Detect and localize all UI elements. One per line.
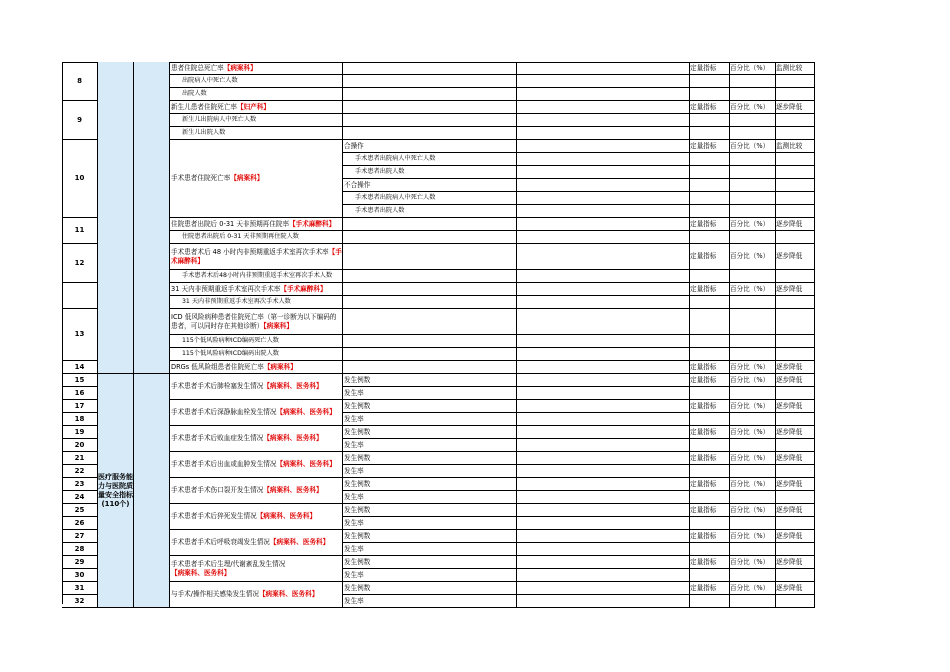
blank-cell[interactable] [776, 270, 815, 283]
blank-cell[interactable] [343, 62, 517, 75]
blank-cell[interactable] [517, 283, 690, 296]
blank-cell[interactable] [517, 595, 690, 608]
indicator-name[interactable] [170, 582, 343, 608]
metric-count-label: 发生例数 [343, 478, 517, 491]
dept-tag: 【手术麻醉科】 [171, 247, 342, 265]
blank-cell[interactable] [776, 127, 815, 140]
indicator-unit[interactable]: 百分比（%） [730, 582, 776, 595]
blank-cell[interactable] [690, 88, 730, 101]
blank-cell[interactable] [343, 231, 517, 244]
blank-cell[interactable] [517, 88, 690, 101]
sub-metric: 新生儿出院人数 [170, 127, 343, 140]
indicator-title: 与手术/操作相关感染发生情况 [171, 590, 259, 599]
blank-cell[interactable] [776, 114, 815, 127]
indicator-type[interactable]: 定量指标 [690, 62, 730, 75]
blank-cell[interactable] [690, 335, 730, 348]
blank-cell[interactable] [517, 452, 690, 465]
indicator-direction[interactable]: 逐步降低 [776, 452, 815, 465]
row-number: 22 [62, 465, 98, 478]
blank-cell[interactable] [690, 595, 730, 608]
sub-metric: 115个低风险病种ICD编码死亡人数 [170, 335, 343, 348]
blank-cell[interactable] [690, 413, 730, 426]
dept-tag: 【病案科、医务科】 [269, 538, 330, 547]
blank-cell[interactable] [776, 569, 815, 582]
indicator-direction[interactable] [776, 309, 815, 335]
sub-metric: 115个低风险病种ICD编码出院人数 [170, 348, 343, 361]
blank-cell[interactable] [690, 192, 730, 205]
indicator-direction[interactable]: 逐步降低 [776, 374, 815, 387]
blank-cell[interactable] [690, 296, 730, 309]
row-number: 29 [62, 556, 98, 569]
indicator-title: 手术患者手术后生理/代谢紊乱发生情况 [171, 559, 286, 568]
indicator-name[interactable] [170, 244, 343, 270]
indicator-direction[interactable]: 逐步降低 [776, 426, 815, 439]
blank-cell[interactable] [730, 179, 776, 192]
blank-cell[interactable] [517, 218, 690, 231]
blank-cell[interactable] [730, 335, 776, 348]
indicator-unit[interactable]: 百分比（%） [730, 101, 776, 114]
blank-cell[interactable] [517, 491, 690, 504]
blank-cell[interactable] [730, 114, 776, 127]
row-number: 14 [62, 361, 98, 374]
blank-cell[interactable] [517, 517, 690, 530]
blank-cell[interactable] [776, 192, 815, 205]
blank-cell[interactable] [776, 166, 815, 179]
indicator-type[interactable]: 定量指标 [690, 452, 730, 465]
blank-cell[interactable] [517, 569, 690, 582]
indicator-name[interactable] [170, 101, 343, 114]
dept-tag: 【病案科】 [263, 362, 297, 371]
blank-cell[interactable] [690, 270, 730, 283]
blank-cell[interactable] [730, 127, 776, 140]
indicator-title: 手术患者手术后肺栓塞发生情况 [171, 382, 264, 391]
blank-cell[interactable] [517, 166, 690, 179]
indicator-direction[interactable]: 逐步降低 [776, 504, 815, 517]
blank-cell[interactable] [517, 504, 690, 517]
blank-cell[interactable] [690, 543, 730, 556]
blank-cell[interactable] [730, 491, 776, 504]
row-number: 17 [62, 400, 98, 413]
blank-cell[interactable] [690, 75, 730, 88]
blank-cell[interactable] [517, 413, 690, 426]
blank-cell[interactable] [776, 543, 815, 556]
dept-tag: 【病案科、医务科】 [171, 568, 231, 577]
blank-cell[interactable] [690, 517, 730, 530]
indicator-title: 新生儿患者住院死亡率 [171, 102, 237, 111]
blank-cell[interactable] [730, 348, 776, 361]
indicator-title: 手术患者住院死亡率 [171, 174, 231, 183]
blank-cell[interactable] [343, 270, 517, 283]
blank-cell[interactable] [690, 387, 730, 400]
metric-count-label: 发生例数 [343, 556, 517, 569]
blank-cell[interactable] [776, 465, 815, 478]
indicator-type[interactable]: 定量指标 [690, 101, 730, 114]
blank-cell[interactable] [730, 192, 776, 205]
operation-group: 不合操作 [343, 179, 517, 192]
indicator-name[interactable] [170, 452, 343, 478]
blank-cell[interactable] [776, 348, 815, 361]
indicator-type[interactable]: 定量指标 [690, 283, 730, 296]
blank-cell[interactable] [690, 166, 730, 179]
operation-group: 合操作 [343, 140, 517, 153]
metric-rate-label: 发生率 [343, 413, 517, 426]
blank-cell[interactable] [730, 517, 776, 530]
row-number: 26 [62, 517, 98, 530]
indicator-name[interactable] [170, 556, 343, 582]
indicator-title: 手术患者术后 48 小时内非预期重返手术室再次手术率 [171, 247, 329, 256]
indicator-title: ICD 低风险病种患者住院死亡率（第一诊断为以下编码的患者，可以同时存在其他诊断） [171, 312, 337, 330]
blank-cell[interactable] [690, 439, 730, 452]
metric-rate-label: 发生率 [343, 465, 517, 478]
indicator-direction[interactable]: 逐步降低 [776, 361, 815, 374]
metric-rate-label: 发生率 [343, 543, 517, 556]
sub-metric: 出院病人中死亡人数 [170, 75, 343, 88]
sub-metric: 手术患者出院病人中死亡人数 [343, 153, 517, 166]
blank-cell[interactable] [730, 569, 776, 582]
blank-cell[interactable] [690, 231, 730, 244]
blank-cell[interactable] [776, 491, 815, 504]
indicator-unit[interactable]: 百分比（%） [730, 140, 776, 153]
sub-metric: 住院患者出院后 0-31 天非预期再住院人数 [170, 231, 343, 244]
metric-rate-label: 发生率 [343, 439, 517, 452]
blank-cell[interactable] [517, 374, 690, 387]
indicator-unit[interactable]: 百分比（%） [730, 400, 776, 413]
dept-tag: 【病案科、医务科】 [276, 408, 336, 417]
sub-metric: 手术患者术后48小时内非预期重返手术室再次手术人数 [170, 270, 343, 283]
indicator-title: 手术患者手术后败血症发生情况 [171, 434, 264, 443]
indicator-unit[interactable]: 百分比（%） [730, 504, 776, 517]
dept-tag: 【病案科、医务科】 [263, 382, 323, 391]
blank-cell[interactable] [776, 296, 815, 309]
blank-cell[interactable] [517, 270, 690, 283]
blank-cell[interactable] [690, 179, 730, 192]
dept-tag: 【病案科、医务科】 [263, 486, 323, 495]
blank-cell[interactable] [730, 75, 776, 88]
indicator-type[interactable]: 定量指标 [690, 530, 730, 543]
indicator-type[interactable]: 定量指标 [690, 556, 730, 569]
blank-cell[interactable] [517, 140, 690, 153]
blank-cell[interactable] [343, 361, 517, 374]
blank-cell[interactable] [730, 296, 776, 309]
indicator-type[interactable]: 定量指标 [690, 244, 730, 270]
blank-cell[interactable] [517, 543, 690, 556]
indicator-direction[interactable]: 逐步降低 [776, 582, 815, 595]
blank-cell[interactable] [730, 166, 776, 179]
blank-cell[interactable] [343, 114, 517, 127]
blank-cell[interactable] [517, 478, 690, 491]
indicator-unit[interactable]: 百分比（%） [730, 361, 776, 374]
blank-cell[interactable] [690, 569, 730, 582]
indicator-type[interactable]: 定量指标 [690, 478, 730, 491]
row-number: 19 [62, 426, 98, 439]
metric-rate-label: 发生率 [343, 569, 517, 582]
blank-cell[interactable] [730, 153, 776, 166]
blank-cell[interactable] [690, 491, 730, 504]
indicator-title: 手术患者手术后深静脉血栓发生情况 [171, 408, 277, 417]
indicator-unit[interactable] [730, 309, 776, 335]
indicator-direction[interactable]: 逐步降低 [776, 530, 815, 543]
dept-tag: 【病案科】 [263, 321, 293, 330]
indicator-title: 住院患者出院后 0-31 天非预期再住院率 [171, 219, 290, 228]
blank-cell[interactable] [343, 127, 517, 140]
row-number: 31 [62, 582, 98, 595]
row-number: 27 [62, 530, 98, 543]
indicator-name[interactable] [170, 426, 343, 452]
metric-count-label: 发生例数 [343, 400, 517, 413]
blank-cell[interactable] [776, 413, 815, 426]
indicator-name[interactable] [170, 478, 343, 504]
indicator-title: 手术患者手术伤口裂开发生情况 [171, 486, 264, 495]
blank-cell[interactable] [776, 595, 815, 608]
indicator-direction[interactable]: 监测比较 [776, 140, 815, 153]
subcategory-column [134, 62, 170, 374]
indicator-direction[interactable]: 监测比较 [776, 62, 815, 75]
row-number: 10 [62, 140, 98, 218]
metric-count-label: 发生例数 [343, 374, 517, 387]
indicator-name[interactable] [170, 283, 343, 296]
indicator-name[interactable] [170, 374, 343, 400]
blank-cell[interactable] [343, 283, 517, 296]
dept-tag: 【病案科】 [223, 63, 257, 72]
sub-metric: 31 天内非预期重返手术室再次手术人数 [170, 296, 343, 309]
blank-cell[interactable] [517, 231, 690, 244]
row-number: 13 [62, 309, 98, 361]
blank-cell[interactable] [730, 465, 776, 478]
blank-cell[interactable] [730, 231, 776, 244]
indicator-unit[interactable]: 百分比（%） [730, 530, 776, 543]
blank-cell[interactable] [690, 465, 730, 478]
blank-cell[interactable] [776, 335, 815, 348]
dept-tag: 【病案科、医务科】 [276, 460, 336, 469]
blank-cell[interactable] [517, 530, 690, 543]
blank-cell[interactable] [517, 75, 690, 88]
blank-cell[interactable] [343, 88, 517, 101]
blank-cell[interactable] [517, 62, 690, 75]
row-number: 30 [62, 569, 98, 582]
row-number: 12 [62, 244, 98, 283]
indicator-type[interactable]: 定量指标 [690, 374, 730, 387]
metric-count-label: 发生例数 [343, 426, 517, 439]
indicator-unit[interactable]: 百分比（%） [730, 478, 776, 491]
blank-cell[interactable] [776, 153, 815, 166]
metric-rate-label: 发生率 [343, 387, 517, 400]
indicator-title: 手术患者手术后出血或血肿发生情况 [171, 460, 277, 469]
indicator-unit[interactable]: 百分比（%） [730, 374, 776, 387]
blank-cell[interactable] [517, 361, 690, 374]
blank-cell[interactable] [517, 205, 690, 218]
blank-cell[interactable] [517, 426, 690, 439]
blank-cell[interactable] [776, 439, 815, 452]
sub-metric: 手术患者出院病人中死亡人数 [343, 192, 517, 205]
blank-cell[interactable] [343, 309, 517, 335]
indicator-name[interactable] [170, 530, 343, 556]
indicator-direction[interactable]: 逐步降低 [776, 478, 815, 491]
subcategory-column [134, 374, 170, 608]
blank-cell[interactable] [730, 595, 776, 608]
indicator-unit[interactable]: 百分比（%） [730, 452, 776, 465]
blank-cell[interactable] [517, 348, 690, 361]
indicator-type[interactable]: 定量指标 [690, 361, 730, 374]
blank-cell[interactable] [730, 387, 776, 400]
indicator-name[interactable] [170, 140, 343, 218]
dept-tag: 【病案科、医务科】 [256, 512, 317, 521]
dept-tag: 【妇产科】 [236, 102, 270, 111]
blank-cell[interactable] [730, 205, 776, 218]
indicator-type[interactable]: 定量指标 [690, 582, 730, 595]
indicator-direction[interactable]: 逐步降低 [776, 556, 815, 569]
row-number: 11 [62, 218, 98, 244]
category-column [98, 62, 134, 374]
blank-cell[interactable] [690, 114, 730, 127]
blank-cell[interactable] [517, 114, 690, 127]
indicator-title: DRGs 低风险组患者住院死亡率 [171, 362, 264, 371]
indicator-unit[interactable]: 百分比（%） [730, 244, 776, 270]
indicator-type[interactable]: 定量指标 [690, 140, 730, 153]
blank-cell[interactable] [517, 400, 690, 413]
blank-cell[interactable] [343, 335, 517, 348]
blank-cell[interactable] [343, 75, 517, 88]
sub-metric: 新生儿出院病人中死亡人数 [170, 114, 343, 127]
indicator-type[interactable] [690, 309, 730, 335]
blank-cell[interactable] [517, 556, 690, 569]
blank-cell[interactable] [730, 270, 776, 283]
indicator-name[interactable] [170, 309, 343, 335]
metric-count-label: 发生例数 [343, 504, 517, 517]
row-number: 18 [62, 413, 98, 426]
blank-cell[interactable] [517, 439, 690, 452]
blank-cell[interactable] [776, 517, 815, 530]
indicator-direction[interactable]: 逐步降低 [776, 283, 815, 296]
dept-tag: 【手术麻醉科】 [280, 284, 327, 293]
blank-cell[interactable] [776, 75, 815, 88]
indicator-type[interactable]: 定量指标 [690, 426, 730, 439]
blank-cell[interactable] [730, 88, 776, 101]
blank-cell[interactable] [517, 101, 690, 114]
indicator-name[interactable] [170, 504, 343, 530]
blank-cell[interactable] [343, 218, 517, 231]
blank-cell[interactable] [776, 88, 815, 101]
indicator-title: 患者住院总死亡率 [171, 63, 224, 72]
indicator-title: 31 天内非预期重返手术室再次手术率 [171, 284, 281, 293]
spreadsheet [62, 62, 815, 604]
row-number: 32 [62, 595, 98, 608]
row-number: 25 [62, 504, 98, 517]
dept-tag: 【病案科、医务科】 [258, 590, 319, 599]
blank-cell[interactable] [517, 179, 690, 192]
metric-count-label: 发生例数 [343, 582, 517, 595]
indicator-direction[interactable]: 逐步降低 [776, 218, 815, 231]
indicator-unit[interactable]: 百分比（%） [730, 426, 776, 439]
indicator-title: 手术患者手术后呼吸衰竭发生情况 [171, 538, 270, 547]
category-label: 医疗服务能力与医院质量安全指标(110个) [98, 374, 134, 608]
indicator-title: 手术患者手术后猝死发生情况 [171, 512, 257, 521]
blank-cell[interactable] [690, 348, 730, 361]
blank-cell[interactable] [690, 205, 730, 218]
sub-metric: 手术患者出院人数 [343, 205, 517, 218]
row-number: 24 [62, 491, 98, 504]
indicator-type[interactable]: 定量指标 [690, 218, 730, 231]
row-number: 9 [62, 101, 98, 140]
row-number: 28 [62, 543, 98, 556]
indicator-type[interactable]: 定量指标 [690, 504, 730, 517]
indicator-unit[interactable]: 百分比（%） [730, 283, 776, 296]
blank-cell[interactable] [730, 439, 776, 452]
dept-tag: 【病案科、医务科】 [263, 434, 323, 443]
blank-cell[interactable] [517, 192, 690, 205]
indicator-unit[interactable]: 百分比（%） [730, 62, 776, 75]
indicator-name[interactable] [170, 361, 343, 374]
metric-count-label: 发生例数 [343, 530, 517, 543]
metric-rate-label: 发生率 [343, 517, 517, 530]
indicator-name[interactable] [170, 62, 343, 75]
blank-cell[interactable] [776, 387, 815, 400]
blank-cell[interactable] [730, 413, 776, 426]
blank-cell[interactable] [730, 543, 776, 556]
blank-cell[interactable] [517, 244, 690, 270]
blank-cell[interactable] [517, 127, 690, 140]
metric-rate-label: 发生率 [343, 595, 517, 608]
blank-cell[interactable] [517, 153, 690, 166]
metric-rate-label: 发生率 [343, 491, 517, 504]
indicator-type[interactable]: 定量指标 [690, 400, 730, 413]
row-number: 23 [62, 478, 98, 491]
blank-cell[interactable] [776, 205, 815, 218]
indicator-direction[interactable]: 逐步降低 [776, 244, 815, 270]
row-number [62, 283, 98, 309]
row-number: 20 [62, 439, 98, 452]
blank-cell[interactable] [343, 101, 517, 114]
row-number: 16 [62, 387, 98, 400]
blank-cell[interactable] [690, 127, 730, 140]
indicator-direction[interactable]: 逐步降低 [776, 400, 815, 413]
blank-cell[interactable] [343, 244, 517, 270]
row-number: 15 [62, 374, 98, 387]
indicator-unit[interactable]: 百分比（%） [730, 218, 776, 231]
indicator-name[interactable] [170, 218, 343, 231]
indicator-unit[interactable]: 百分比（%） [730, 556, 776, 569]
blank-cell[interactable] [517, 335, 690, 348]
blank-cell[interactable] [690, 153, 730, 166]
row-number: 21 [62, 452, 98, 465]
blank-cell[interactable] [343, 296, 517, 309]
dept-tag: 【病案科】 [230, 174, 264, 183]
sub-metric: 出院人数 [170, 88, 343, 101]
blank-cell[interactable] [517, 309, 690, 335]
metric-count-label: 发生例数 [343, 452, 517, 465]
blank-cell[interactable] [343, 348, 517, 361]
blank-cell[interactable] [517, 296, 690, 309]
row-number: 8 [62, 62, 98, 101]
blank-cell[interactable] [776, 179, 815, 192]
indicator-direction[interactable]: 逐步降低 [776, 101, 815, 114]
sub-metric: 手术患者出院人数 [343, 166, 517, 179]
blank-cell[interactable] [517, 387, 690, 400]
dept-tag: 【手术麻醉科】 [289, 219, 336, 228]
blank-cell[interactable] [517, 582, 690, 595]
blank-cell[interactable] [517, 465, 690, 478]
blank-cell[interactable] [776, 231, 815, 244]
indicator-name[interactable] [170, 400, 343, 426]
